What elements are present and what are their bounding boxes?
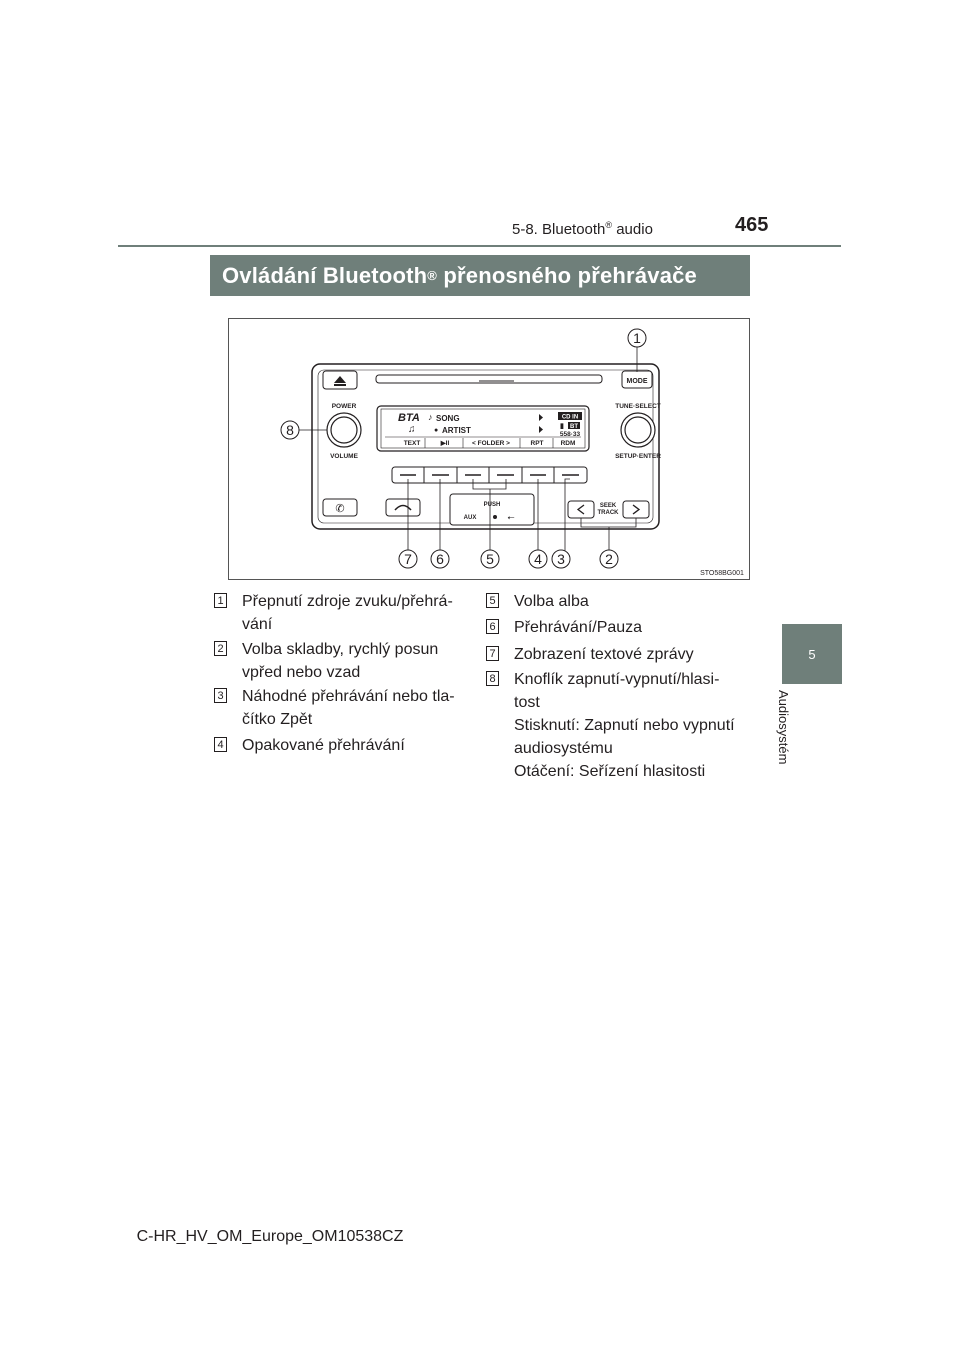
item-number: 8 [486, 671, 499, 686]
track-label: TRACK [597, 510, 619, 516]
header-divider [118, 245, 841, 247]
display-clock: 558·33 [559, 431, 581, 438]
svg-text:5: 5 [486, 551, 494, 567]
person-icon: ● [434, 427, 439, 434]
item-number: 5 [486, 593, 499, 608]
section-heading: 5-8. Bluetooth® audio [512, 220, 653, 238]
seek-back-button[interactable] [568, 501, 594, 518]
mode-label: MODE [626, 378, 648, 385]
callout-3 [552, 550, 570, 568]
callout-6 [431, 550, 449, 568]
cd-slot [376, 375, 602, 383]
mode-button[interactable] [622, 371, 652, 388]
item-number: 7 [486, 646, 499, 661]
list-item: 4 Opakované přehrávání [214, 734, 474, 757]
preset-buttons[interactable] [392, 467, 587, 483]
item-number: 2 [214, 641, 227, 656]
tune-select-knob[interactable] [621, 413, 655, 447]
svg-text:6: 6 [436, 551, 444, 567]
usb-icon: ⭠ [507, 512, 515, 522]
item-number: 3 [214, 688, 227, 703]
soft-key-text: TEXT [403, 440, 421, 447]
document-footer: C-HR_HV_OM_Europe_OM10538CZ [136, 1228, 404, 1245]
seek-label: SEEK [599, 503, 617, 509]
soft-key-rpt: RPT [530, 440, 544, 447]
svg-text:4: 4 [534, 551, 542, 567]
soft-key-rdm: RDM [560, 440, 576, 447]
item-number: 1 [214, 593, 227, 608]
callout-5 [481, 550, 499, 568]
list-item: 6 Přehrávání/Pauza [486, 616, 756, 639]
soft-key-play: ▶II [440, 440, 450, 447]
callout-4 [529, 550, 547, 568]
cd-in-indicator: CD IN [561, 414, 579, 421]
section-title: Ovládání Bluetooth ® přenosného přehrávače [210, 255, 750, 296]
callout-2 [600, 550, 618, 568]
list-item: 1 Přepnutí zdroje zvuku/přehrá- vání [214, 590, 474, 636]
figure-code: STO58BG001 [700, 570, 744, 577]
soft-key-folder: < FOLDER > [472, 440, 510, 447]
bt-indicator: BT [570, 424, 578, 430]
phone-icon: ✆ [335, 503, 345, 515]
list-item: 5 Volba alba [486, 590, 756, 613]
svg-text:3: 3 [557, 551, 565, 567]
item-number: 4 [214, 737, 227, 752]
seek-forward-button[interactable] [623, 501, 649, 518]
signal-icon: ▮ [560, 423, 564, 430]
tune-select-label: TUNE·SELECT [615, 403, 661, 410]
svg-text:7: 7 [404, 551, 412, 567]
music-note-icon: ♫ [408, 424, 416, 435]
audio-panel-figure [228, 318, 750, 580]
list-item: 3 Náhodné přehrávání nebo tla- čítko Zpět [214, 685, 474, 731]
power-label: POWER [331, 403, 357, 410]
list-item: 8 Knoflík zapnutí-vypnutí/hlasi- tost Stisknutí: Zapnutí nebo vypnutí audiosystému Otáčení: Seřízení hlasitosti [486, 668, 756, 783]
setup-enter-label: SETUP·ENTER [615, 453, 661, 460]
aux-label: AUX [463, 515, 477, 521]
svg-text:1: 1 [633, 330, 641, 346]
callout-1 [628, 329, 646, 347]
item-number: 6 [486, 619, 499, 634]
display-song: SONG [436, 414, 460, 423]
callout-8 [281, 421, 299, 439]
volume-label: VOLUME [330, 453, 358, 460]
phone-pickup-button[interactable] [323, 499, 357, 516]
callout-7 [399, 550, 417, 568]
display-source: BTA [398, 412, 420, 424]
volume-knob[interactable] [327, 413, 361, 447]
phone-hangup-button[interactable] [386, 499, 420, 516]
list-item: 2 Volba skladby, rychlý posun vpřed nebo vzad [214, 638, 474, 684]
chapter-label: Audiosystém [776, 690, 791, 765]
chapter-tab[interactable]: 5 [782, 624, 842, 684]
aux-usb-port[interactable] [450, 494, 534, 525]
eject-button[interactable] [323, 371, 357, 389]
page-number: 465 [735, 214, 769, 236]
push-label: PUSH [483, 502, 501, 508]
svg-text:♪: ♪ [428, 412, 433, 422]
display-artist: ARTIST [442, 426, 471, 435]
svg-text:8: 8 [286, 422, 294, 438]
list-item: 7 Zobrazení textové zprávy [486, 643, 756, 666]
svg-text:2: 2 [605, 551, 613, 567]
